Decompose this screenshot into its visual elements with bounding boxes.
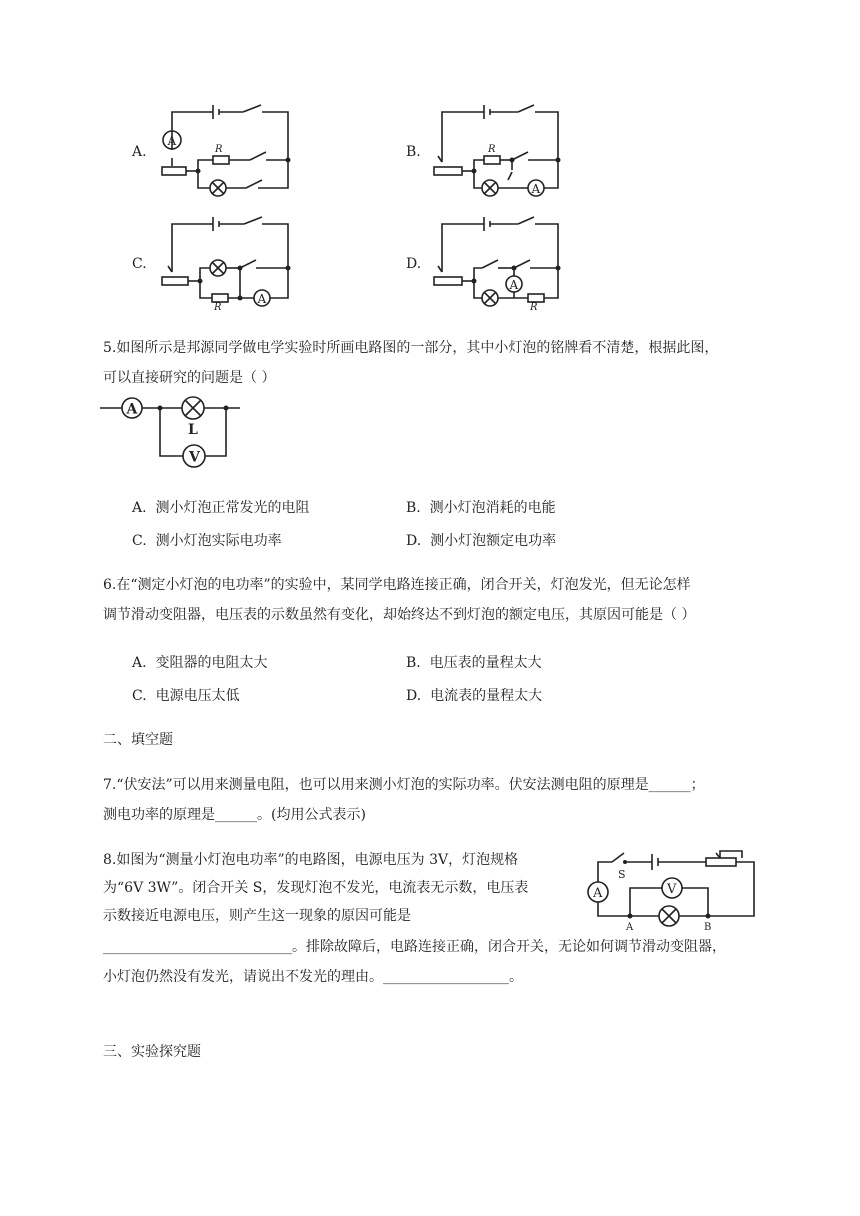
q4-circuit-c [158,210,298,313]
q7-line-1: 7.“伏安法”可以用来测量电阻，也可以用来测小灯泡的实际功率。伏安法测电阻的原理是______； [103,777,705,793]
q6-option-d: D. 电流表的量程太大 [406,688,543,704]
q5-stem-line-2: 可以直接研究的问题是（ ） [103,370,276,386]
q7-line-2: 测电功率的原理是______。(均用公式表示) [103,807,366,823]
q5-stem-line-1: 5.如图所示是邦源同学做电学实验时所画电路图的一部分，其中小灯泡的铭牌看不清楚，根据此图， [103,340,719,356]
svg-text:A: A [167,134,177,148]
q4-option-c-label: C. [132,256,147,272]
q8-line-1: 8.如图为“测量小灯泡电功率”的电路图，电源电压为 3V，灯泡规格 [103,852,519,868]
svg-text:A: A [593,886,603,901]
q6-option-b: B. 电压表的量程太大 [406,655,542,671]
q4-option-d-label: D. [406,256,422,272]
svg-text:S: S [618,868,626,881]
svg-text:V: V [667,882,677,897]
q6-option-c: C. 电源电压太低 [132,688,240,704]
section-heading-fill-in: 二、填空题 [103,732,173,748]
q5-option-d: D. 测小灯泡额定电功率 [406,533,557,549]
svg-text:R: R [488,144,496,155]
q4-option-a-label: A. [132,144,147,160]
q8-line-5: 小灯泡仍然没有发光，请说出不发光的理由。__________________。 [103,969,523,985]
q6-option-a: A. 变阻器的电阻太大 [132,655,268,671]
q8-line-3: 示数接近电源电压，则产生这一现象的原因可能是 [103,908,411,924]
q4-circuit-d [432,210,572,313]
section-heading-experiment: 三、实验探究题 [103,1044,201,1060]
svg-text:A: A [626,922,634,933]
q6-stem-line-2: 调节滑动变阻器，电压表的示数虽然有变化，却始终达不到灯泡的额定电压，其原因可能是（ ） [103,607,696,623]
q5-option-b: B. 测小灯泡消耗的电能 [406,500,556,516]
q5-option-a: A. 测小灯泡正常发光的电阻 [132,500,310,516]
q5-circuit-figure [100,392,250,472]
svg-text:V: V [189,449,200,466]
q8-line-2: 为“6V 3W”。闭合开关 S，发现灯泡不发光，电流表无示数，电压表 [103,880,529,896]
q4-option-b-label: B. [406,144,421,160]
svg-text:R: R [215,144,223,155]
svg-text:L: L [188,422,198,438]
svg-text:R: R [530,302,538,313]
svg-text:A: A [531,182,541,196]
q6-stem-line-1: 6.在“测定小灯泡的电功率”的实验中，某同学电路连接正确，闭合开关，灯泡发光，但无论怎样 [103,577,691,593]
q4-circuit-b [432,100,572,200]
svg-text:A: A [509,278,519,292]
q8-line-4: ___________________________。排除故障后，电路连接正确，闭合开关，无论如何调节滑动变阻器， [103,939,726,955]
svg-text:A: A [126,401,138,418]
svg-text:B: B [704,922,712,933]
svg-text:R: R [214,302,222,313]
q8-circuit-figure [582,848,760,933]
q4-circuit-a [158,100,298,200]
q5-option-c: C. 测小灯泡实际电功率 [132,533,282,549]
svg-text:A: A [257,292,267,306]
